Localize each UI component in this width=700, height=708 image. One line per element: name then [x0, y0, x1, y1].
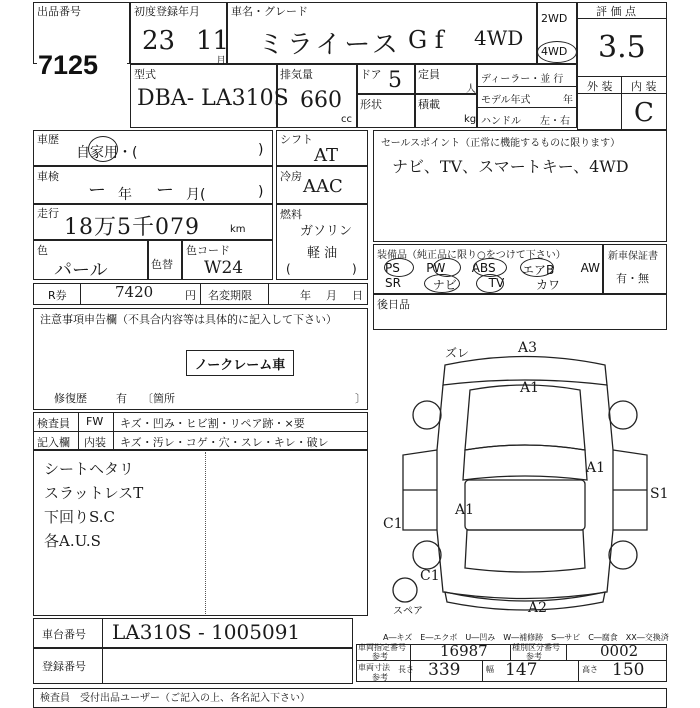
spare-tire-outline [393, 578, 417, 602]
fw-items: キズ・凹み・ヒビ割・リペア跡・×要 [120, 417, 305, 430]
shift-value: AT [314, 145, 339, 166]
inspection-month-unit: 月( [186, 187, 206, 203]
color-code-value: W24 [204, 258, 244, 278]
inspection-year-unit: 年 [118, 187, 132, 203]
height-label: 高さ [582, 665, 598, 674]
cc-unit: cc [341, 114, 352, 125]
sales-point-label: セールスポイント（正常に機能するものに限ります） [381, 138, 621, 149]
rear-bumper-outline [445, 592, 605, 610]
footer-text: 検査員 受付出品ユーザー（ご記入の上、各名記入下さい） [40, 693, 310, 704]
recycle-label: R券 [48, 289, 67, 302]
lot-number-value: 7125 [38, 50, 99, 80]
name-change-year: 年 [300, 289, 311, 302]
fuel-paren-open: ( [286, 262, 291, 276]
mark-s1-right: S1 [650, 486, 669, 502]
load-label: 積載 [418, 98, 440, 111]
name-change-month: 月 [326, 289, 337, 302]
model-label: 型式 [134, 68, 156, 81]
model-year-unit: 年 [563, 95, 573, 106]
history-cell [33, 130, 273, 166]
door-label: ドア [360, 68, 382, 81]
capacity-label: 定員 [418, 68, 440, 81]
equip-ps-circle [384, 258, 414, 277]
note-line-1: シートヘタリ [44, 460, 135, 478]
equipment-row-2 [385, 276, 560, 293]
handle-options: 左・右 [540, 116, 570, 127]
car-name-label: 車名・グレード [231, 5, 308, 18]
mark-c1-left: C1 [383, 516, 403, 532]
interior-grade-value: C [634, 98, 654, 128]
registration-label: 登録番号 [42, 660, 86, 673]
category-label: 種別区分番号 [512, 643, 560, 652]
after-item-label: 後日品 [377, 298, 410, 311]
person-unit: 人 [466, 84, 476, 95]
month-suffix: 月 [216, 56, 226, 67]
mark-a1-right: A1 [586, 460, 606, 476]
inspection-close: ) [258, 184, 264, 200]
vehicle-ref-label: 車両指定番号 [358, 643, 406, 652]
car-damage-diagram [375, 330, 675, 630]
roof-outline [465, 480, 585, 530]
inspection-cell [33, 166, 273, 204]
color-code-label: 色コード [186, 244, 230, 257]
inspection-month: ー [156, 180, 174, 201]
score-value: 3.5 [598, 30, 646, 65]
door-value: 5 [388, 68, 402, 93]
wheel-front-right [609, 401, 637, 429]
equip-tv-circle [476, 274, 504, 293]
spare-label: スペア [393, 606, 423, 617]
equip-aw: AW [580, 261, 600, 275]
damage-code-legend: A―キズ E―エクボ U―凹み W―補修跡 S―サビ C―腐食 XX―交換済 [383, 633, 669, 642]
vehicle-ref-note: 参考 [372, 652, 388, 661]
score-label: 評 価 点 [596, 5, 636, 18]
wheel-front-left [413, 401, 441, 429]
dimensions-note: 参考 [372, 673, 388, 682]
equip-airbag-circle [520, 258, 554, 277]
first-registration-year: 23 [142, 26, 176, 56]
equip-airbag: エアB [521, 263, 555, 277]
repair-location-open: 〔箇所 [142, 392, 175, 405]
fuel-gasoline: ガソリン [300, 224, 353, 239]
displacement-value: 660 [300, 88, 342, 113]
fuel-paren-close: ) [352, 262, 357, 276]
name-change-label: 名変期限 [208, 289, 252, 302]
handle-label: ハンドル [481, 116, 521, 127]
fuel-diesel: 軽 油 [307, 246, 338, 261]
wheel-rear-right [609, 541, 637, 569]
history-value: 自家用・( [76, 145, 138, 161]
model-year-label: モデル年式 [481, 95, 531, 106]
repair-history-value: 有 [116, 392, 127, 405]
color-label: 色 [37, 244, 48, 257]
fw-label: FW [86, 415, 104, 428]
kg-unit: kg [464, 114, 477, 125]
drive-circle-mark [537, 41, 577, 63]
category-value: 0002 [600, 642, 639, 660]
repair-history-label: 修復歴 [54, 392, 87, 405]
model-value: DBA- LA310S [137, 86, 289, 111]
equip-leather: カワ [535, 278, 560, 292]
no-claim-stamp: ノークレーム車 [186, 350, 294, 376]
width-label: 幅 [486, 665, 494, 674]
length-value: 339 [428, 660, 461, 680]
color-value: パール [54, 260, 108, 281]
height-value: 150 [612, 660, 645, 680]
mark-a1-left: A1 [455, 502, 475, 518]
body-outline [437, 385, 613, 599]
category-note: 参考 [526, 652, 542, 661]
notes-label: 注意事項申告欄（不具合内容等は具体的に記入して下さい） [40, 313, 337, 326]
equip-navi-circle [424, 274, 460, 293]
after-item-cell [373, 294, 667, 330]
car-name-value: ミライース [258, 30, 401, 60]
equip-tv: TV [488, 276, 505, 290]
km-unit: km [230, 224, 246, 235]
history-close: ) [258, 142, 264, 158]
note-line-3: 下回りS.C [44, 508, 115, 526]
first-registration-label: 初度登録年月 [134, 5, 200, 18]
recycle-value: 7420 [115, 283, 154, 301]
shift-label: シフト [280, 133, 313, 146]
drive-value: 4WD [474, 26, 524, 50]
mark-a3-front: A3 [518, 340, 538, 356]
repair-location-close: 〕 [355, 392, 366, 405]
chassis-label: 車台番号 [42, 628, 86, 641]
shape-label: 形状 [360, 98, 382, 111]
equipment-label: 装備品（純正品に限り○をつけて下さい） [377, 250, 566, 261]
equip-pw: PW [426, 261, 446, 275]
mileage-value: 18万5千079 [64, 215, 200, 240]
equip-sr: SR [385, 276, 401, 290]
warranty-label: 新車保証書 [608, 251, 658, 262]
recycle-yen: 円 [185, 289, 196, 302]
name-change-day: 日 [352, 289, 363, 302]
mark-a2-rear: A2 [528, 600, 548, 616]
interior-items: キズ・汚レ・コゲ・穴・スレ・キレ・破レ [120, 436, 329, 449]
dealer-label: ディーラー・並 行 [481, 74, 564, 85]
dimensions-label: 車両寸法 [358, 663, 390, 672]
note-line-2: スラットレスT [44, 484, 144, 502]
equip-ps: PS [385, 261, 400, 275]
equip-navi: ナビ [432, 278, 457, 292]
exterior-label: 外 装 [587, 80, 613, 93]
warranty-value: 有・無 [616, 272, 649, 285]
first-registration-month: 11 [196, 26, 230, 56]
history-label: 車歴 [37, 133, 59, 146]
history-circle-mark [88, 136, 118, 162]
wheel-rear-left [413, 541, 441, 569]
interior-label: 内 装 [631, 80, 657, 93]
grade-value: G f [408, 26, 444, 54]
vehicle-ref-value: 16987 [440, 642, 488, 660]
inspection-year: ー [88, 180, 106, 201]
sales-point-value: ナビ、TV、スマートキー、4WD [392, 157, 629, 176]
width-value: 147 [505, 660, 538, 680]
mileage-label: 走行 [37, 207, 59, 220]
drive-option-2wd: 2WD [541, 12, 568, 25]
displacement-label: 排気量 [280, 68, 313, 81]
mark-a1-hood: A1 [520, 380, 540, 396]
mark-misalign: ズレ [445, 346, 470, 360]
windshield-outline [463, 445, 587, 480]
entry-label: 記入欄 [37, 436, 70, 449]
inspection-label: 車検 [37, 170, 59, 183]
ac-value: AAC [303, 176, 343, 197]
drive-option-4wd: 4WD [541, 45, 568, 58]
fuel-label: 燃料 [280, 208, 302, 221]
lot-number-label: 出品番号 [37, 5, 81, 18]
color-change-label: 色替 [151, 258, 173, 271]
equip-abs: ABS [471, 261, 496, 275]
inspector-label: 検査員 [37, 417, 70, 430]
rear-glass-outline [465, 530, 585, 572]
note-line-4: 各A.U.S [44, 532, 101, 550]
length-label: 長さ [398, 665, 414, 674]
chassis-value: LA310S - 1005091 [112, 620, 301, 644]
interior-row-label: 内装 [84, 436, 106, 449]
ac-label: 冷房 [280, 170, 302, 183]
mark-c1-rear: C1 [420, 568, 440, 584]
